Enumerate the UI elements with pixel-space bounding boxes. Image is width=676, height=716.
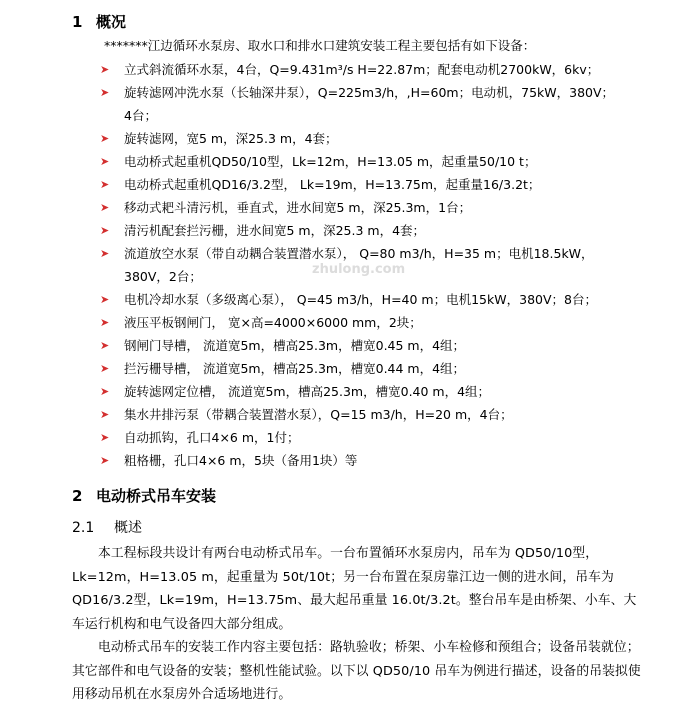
arrow-bullet-icon: ➤ <box>100 431 110 444</box>
paragraph: 电动桥式吊车的安装工作内容主要包括：路轨验收；桥架、小车检修和预组合；设备吊装就位；其它部件和电气设备的安装；整机性能试验。以下以 QD50/10 吊车为例进行描述，设备的吊装拟使用移动吊机在水泵房外合适场地进行。 <box>72 640 641 702</box>
list-item: ➤ 集水井排污泵（带耦合装置潜水泵），Q=15 m3/h，H=20 m，4台； <box>100 403 640 426</box>
arrow-bullet-icon: ➤ <box>100 385 110 398</box>
list-item: ➤ 流道放空水泵（带自动耦合装置潜水泵）， Q=80 m3/h，H=35 m；电机18.5kW， 380V，2台； <box>100 242 640 288</box>
arrow-bullet-icon: ➤ <box>100 339 110 352</box>
list-item: ➤ 立式斜流循环水泵，4台，Q=9.431m³/s H=22.87m；配套电动机2700kW，6kv； <box>100 58 640 81</box>
subsection-number: 2.1 <box>72 520 95 536</box>
list-item: ➤ 电机冷却水泵（多级离心泵）， Q=45 m3/h，H=40 m；电机15kW，380V；8台； <box>100 288 640 311</box>
arrow-bullet-icon: ➤ <box>100 63 110 76</box>
arrow-bullet-icon: ➤ <box>100 316 110 329</box>
arrow-bullet-icon: ➤ <box>100 408 110 421</box>
arrow-bullet-icon: ➤ <box>100 362 110 375</box>
section-title: 电动桥式吊车安装 <box>96 487 217 505</box>
list-item: ➤ 电动桥式起重机QD50/10型，Lk=12m，H=13.05 m，起重量50/10 t； <box>100 150 640 173</box>
list-item: ➤ 移动式耙斗清污机，垂直式，进水间宽5 m，深25.3m，1台； <box>100 196 640 219</box>
list-item: ➤ 钢闸门导槽， 流道宽5m，槽高25.3m，槽宽0.45 m，4组； <box>100 334 640 357</box>
list-item: ➤ 自动抓钩，孔口4×6 m，1付； <box>100 426 640 449</box>
paragraph: 本工程标段共设计有两台电动桥式吊车。一台布置循环水泵房内，吊车为 QD50/10型，Lk=12m，H=13.05 m，起重量为 50t/10t；另一台布置在泵房靠江边一侧的进水间，吊车为 QD16/3.2型，Lk=19m，H=13.75m、最大起吊重量 16.0t/3.2t。整台吊车是由桥架、小车、大车运行机构和电气设备四大部分组成。 <box>72 546 637 632</box>
list-item: ➤ 拦污栅导槽， 流道宽5m，槽高25.3m，槽宽0.44 m，4组； <box>100 357 640 380</box>
list-item: ➤ 电动桥式起重机QD16/3.2型， Lk=19m，H=13.75m，起重量16/3.2t； <box>100 173 640 196</box>
list-item: ➤ 旋转滤网冲洗水泵（长轴深井泵），Q=225m3/h，,H=60m；电动机，75kW，380V； 4台； <box>100 81 640 127</box>
section-title: 概况 <box>96 13 127 31</box>
section-1-intro: *******江边循环水泵房、取水口和排水口建筑安装工程主要包括有如下设备： <box>104 38 536 53</box>
section-2-heading <box>72 486 216 506</box>
arrow-bullet-icon: ➤ <box>100 132 110 145</box>
list-item: ➤ 清污机配套拦污栅，进水间宽5 m，深25.3 m，4套； <box>100 219 640 242</box>
arrow-bullet-icon: ➤ <box>100 155 110 168</box>
subsection-2-1-heading <box>72 518 142 538</box>
arrow-bullet-icon: ➤ <box>100 247 110 260</box>
arrow-bullet-icon: ➤ <box>100 178 110 191</box>
list-item: ➤ 旋转滤网定位槽， 流道宽5m，槽高25.3m，槽宽0.40 m，4组； <box>100 380 640 403</box>
subsection-title: 概述 <box>114 520 142 536</box>
arrow-bullet-icon: ➤ <box>100 86 110 99</box>
list-item: ➤ 粗格栅，孔口4×6 m，5块（备用1块）等 <box>100 449 640 472</box>
arrow-bullet-icon: ➤ <box>100 201 110 214</box>
arrow-bullet-icon: ➤ <box>100 293 110 306</box>
section-number: 2 <box>72 487 83 505</box>
section-number: 1 <box>72 13 83 31</box>
watermark: zhulong.com <box>312 262 406 277</box>
section-1-heading <box>72 12 126 32</box>
arrow-bullet-icon: ➤ <box>100 454 110 467</box>
arrow-bullet-icon: ➤ <box>100 224 110 237</box>
list-item: ➤ 旋转滤网，宽5 m，深25.3 m，4套； <box>100 127 640 150</box>
list-item: ➤ 液压平板钢闸门， 宽×高=4000×6000 mm，2块； <box>100 311 640 334</box>
